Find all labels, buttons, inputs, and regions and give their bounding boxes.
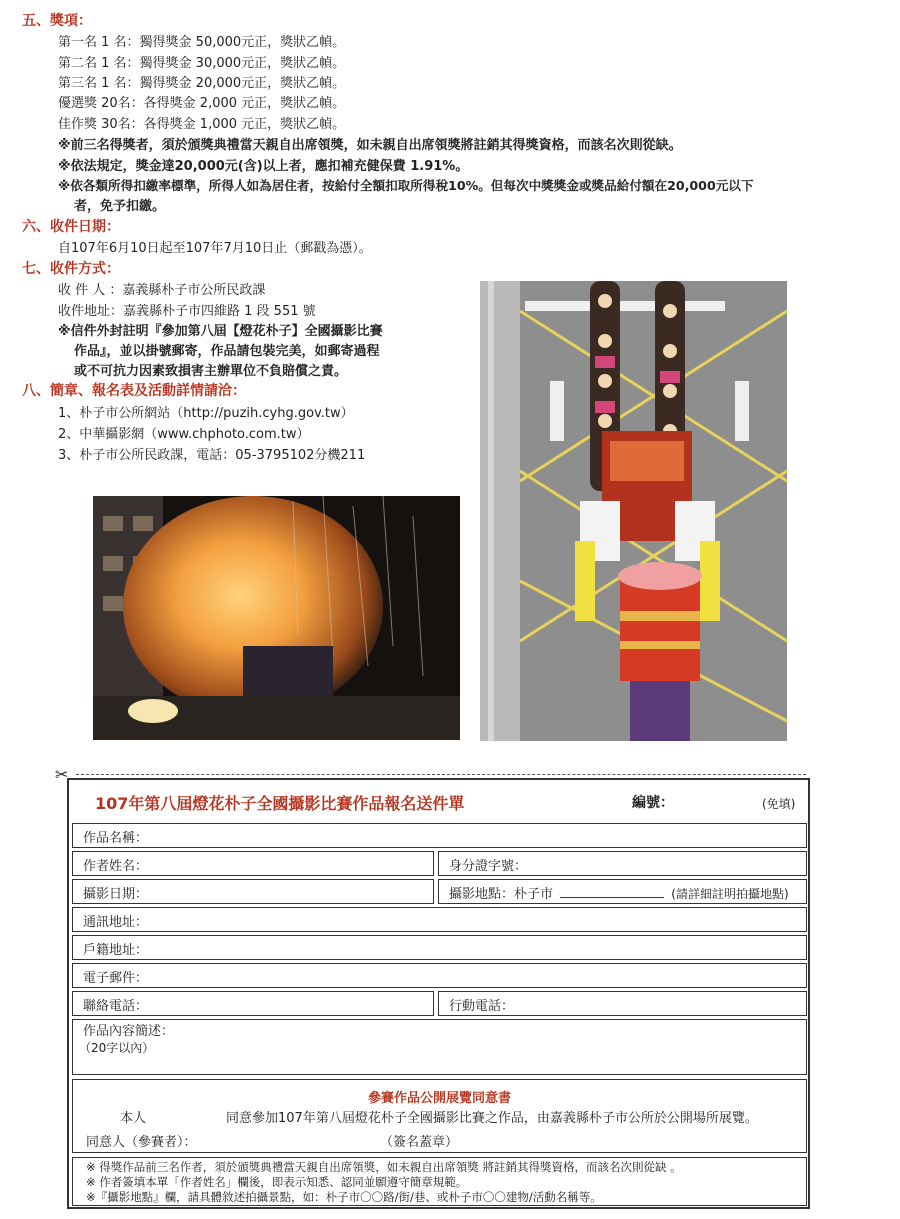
dates-heading: 六、收件日期：	[22, 219, 120, 235]
fireworks-photo	[93, 496, 460, 740]
consenter-label: 同意人（參賽者）：	[86, 1135, 197, 1150]
method-note-1: ※信件外封註明『參加第八屆【燈花朴子】全國攝影比賽	[58, 324, 383, 339]
phone-label: 聯絡電話：	[83, 999, 149, 1014]
shoot-date-field[interactable]	[72, 879, 434, 904]
mobile-label: 行動電話：	[449, 999, 515, 1014]
consent-self: 本人	[120, 1111, 147, 1126]
method-recipient: 收 件 人 ：嘉義縣朴子市公所民政課	[58, 283, 266, 298]
method-note-3: 或不可抗力因素致損害主辦單位不負賠償之責。	[74, 364, 348, 379]
id-number-field[interactable]	[438, 851, 807, 876]
info-phone: 3、朴子市公所民政課，電話：05-3795102分機211	[58, 448, 366, 463]
email-field[interactable]	[72, 963, 807, 988]
registered-address-label: 戶籍地址：	[83, 943, 149, 958]
procession-photo	[480, 281, 787, 741]
registered-address-field[interactable]	[72, 935, 807, 960]
prize-note-tax-cont: 者，免予扣繳。	[74, 199, 166, 214]
prizes-heading: 五、獎項：	[22, 13, 92, 29]
description-label: 作品內容簡述：	[83, 1024, 175, 1039]
footnote-1: ※ 得獎作品前三名作者，須於頒獎典禮當天親自出席領獎，如未親自出席領獎 將註銷其得獎資格，而該名次則從缺 。	[86, 1160, 682, 1174]
shoot-place-label: 攝影地點：朴子市	[449, 887, 554, 902]
signature-label[interactable]: （簽名蓋章）	[380, 1135, 459, 1150]
info-website: 1、朴子市公所網站（http://puzih.cyhg.gov.tw）	[58, 406, 354, 421]
prize-note-attendance: ※前三名得獎者，須於頒獎典禮當天親自出席領獎，如未親自出席領獎將註銷其得獎資格，而該名次則從缺。	[58, 138, 682, 153]
dates-text: 自107年6月10日起至107年7月10日止（郵戳為憑）。	[58, 241, 372, 256]
cut-line	[76, 774, 806, 775]
footnote-3: ※『攝影地點』欄，請具體敘述拍攝景點，如：朴子市〇〇路/街/巷、或朴子市〇〇建物/活動名稱等。	[86, 1190, 602, 1204]
method-address: 收件地址：嘉義縣朴子市四維路 1 段 551 號	[58, 304, 316, 319]
prize-merit: 優選獎 20名：各得獎金 2,000 元正，獎狀乙幀。	[58, 96, 346, 111]
shoot-date-label: 攝影日期：	[83, 887, 149, 902]
scissors-icon: ✂	[55, 765, 69, 784]
id-number-label: 身分證字號：	[449, 859, 528, 874]
email-label: 電子郵件：	[83, 971, 149, 986]
serial-note: (免填)	[762, 797, 796, 811]
work-name-label: 作品名稱：	[83, 831, 149, 846]
consent-title: 參賽作品公開展覽同意書	[367, 1091, 511, 1106]
serial-label: 編號：	[632, 795, 674, 811]
description-note: （20字以內）	[79, 1041, 155, 1055]
shoot-place-blank[interactable]	[560, 885, 664, 898]
author-name-label: 作者姓名：	[83, 859, 149, 874]
mail-address-label: 通訊地址：	[83, 915, 149, 930]
work-name-field[interactable]	[72, 823, 807, 848]
prize-third: 第三名 1 名：獨得獎金 20,000元正，獎狀乙幀。	[58, 76, 346, 91]
description-field[interactable]	[72, 1019, 807, 1075]
prize-first: 第一名 1 名：獨得獎金 50,000元正，獎狀乙幀。	[58, 35, 346, 50]
prize-honorable: 佳作獎 30名：各得獎金 1,000 元正，獎狀乙幀。	[58, 117, 346, 132]
consent-text: 同意參加107年第八屆燈花朴子全國攝影比賽之作品，由嘉義縣朴子市公所於公開場所展覽。	[226, 1111, 758, 1126]
shoot-place-field[interactable]	[438, 879, 807, 904]
method-note-2: 作品』，並以掛號郵寄，作品請包裝完美，如郵寄過程	[74, 344, 380, 359]
info-photo-site: 2、中華攝影網（www.chphoto.com.tw）	[58, 427, 310, 442]
prize-note-insurance: ※依法規定，獎金達20,000元(含)以上者，應扣補充健保費 1.91%。	[58, 159, 469, 174]
mobile-field[interactable]	[438, 991, 807, 1016]
mail-address-field[interactable]	[72, 907, 807, 932]
form-title: 107年第八屆燈花朴子全國攝影比賽作品報名送件單	[95, 794, 465, 813]
author-name-field[interactable]	[72, 851, 434, 876]
prize-second: 第二名 1 名：獨得獎金 30,000元正，獎狀乙幀。	[58, 56, 346, 71]
shoot-place-note: (請詳細註明拍攝地點)	[671, 887, 789, 901]
prize-note-tax: ※依各類所得扣繳率標準，所得人如為居住者，按給付全額扣取所得稅10%。但每次中獎獎金或獎品給付額在20,000元以下	[58, 178, 754, 193]
footnote-2: ※ 作者簽填本單「作者姓名」欄後，即表示知悉、認同並願遵守簡章規範。	[86, 1175, 468, 1189]
info-heading: 八、簡章、報名表及活動詳情請洽：	[22, 383, 246, 399]
method-heading: 七、收件方式：	[22, 261, 120, 277]
phone-field[interactable]	[72, 991, 434, 1016]
